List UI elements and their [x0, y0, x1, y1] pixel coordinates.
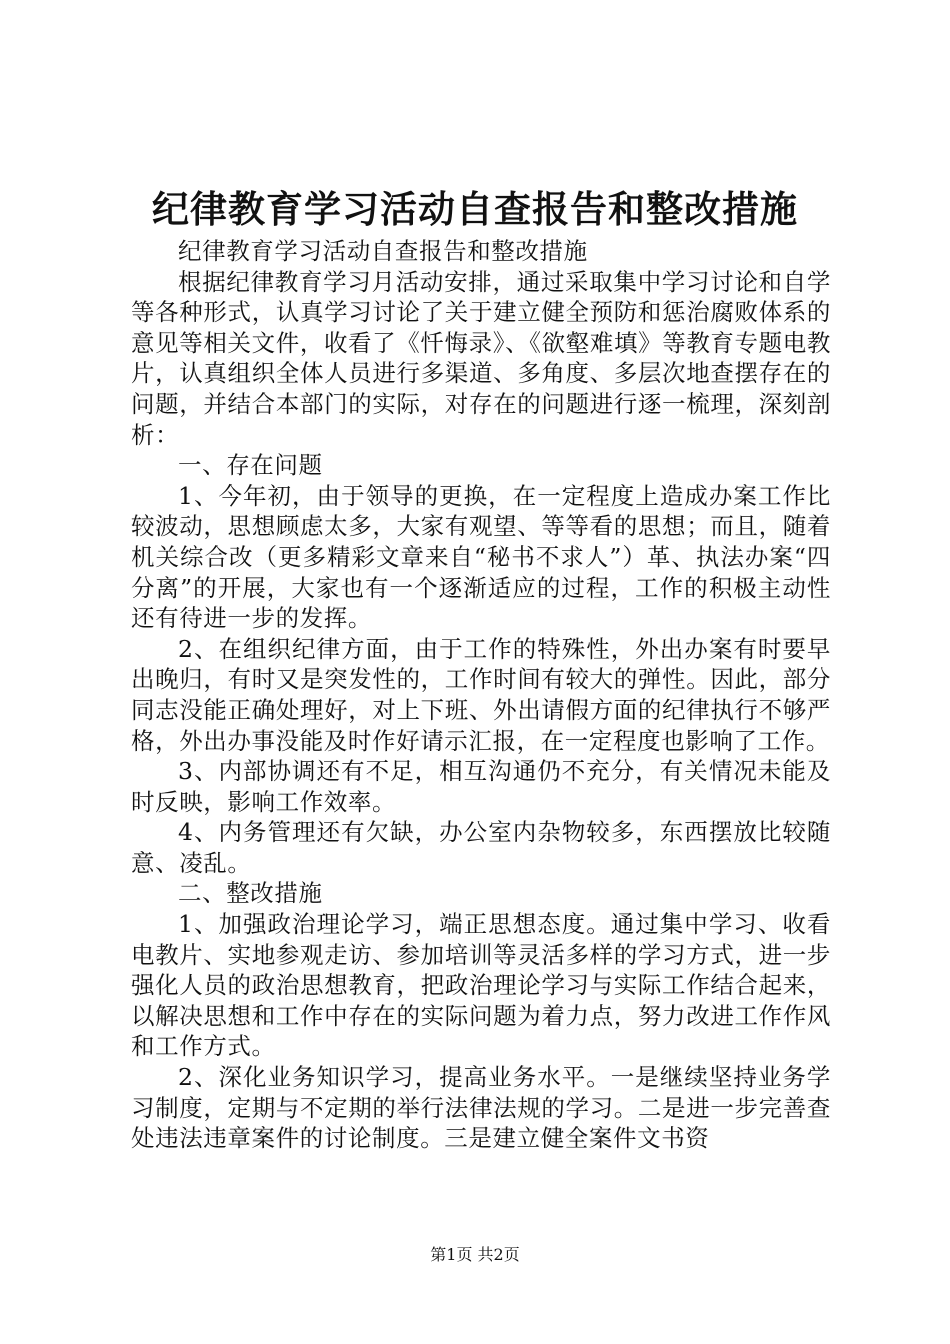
paragraph-issue-1: 1、今年初，由于领导的更换，在一定程度上造成办案工作比较波动，思想顾虑太多，大家有观望、等等看的思想；而且，随着机关综合改（更多精彩文章来自“秘书不求人”）革、执法办案“四分离”的开展，大家也有一个逐渐适应的过程，工作的积极主动性还有待进一步的发挥。 — [131, 481, 831, 633]
paragraph-measure-2: 2、深化业务知识学习，提高业务水平。一是继续坚持业务学习制度，定期与不定期的举行法律法规的学习。二是进一步完善查处违法违章案件的讨论制度。三是建立健全案件文书资 — [131, 1063, 831, 1153]
paragraph-issue-3: 3、内部协调还有不足，相互沟通仍不充分，有关情况未能及时反映，影响工作效率。 — [131, 757, 831, 816]
page-number-label: 第1页 共2页 — [430, 1245, 520, 1264]
document-title: 纪律教育学习活动自查报告和整改措施 — [152, 187, 798, 231]
paragraph-issue-4: 4、内务管理还有欠缺，办公室内杂物较多，东西摆放比较随意、凌乱。 — [131, 818, 831, 877]
page-footer — [0, 1244, 950, 1266]
paragraph-issue-2: 2、在组织纪律方面，由于工作的特殊性，外出办案有时要早出晚归，有时又是突发性的，工作时间有较大的弹性。因此，部分同志没能正确处理好，对上下班、外出请假方面的纪律执行不够严格，外出办事没能及时作好请示汇报，在一定程度也影响了工作。 — [131, 634, 831, 755]
section-heading-problems: 一、存在问题 — [178, 451, 323, 480]
section-heading-measures: 二、整改措施 — [178, 879, 323, 908]
document-body — [131, 236, 831, 1154]
paragraph-measure-1: 1、加强政治理论学习，端正思想态度。通过集中学习、收看电教片、实地参观走访、参加培训等灵活多样的学习方式，进一步强化人员的政治思想教育，把政治理论学习与实际工作结合起来，以解决思想和工作中存在的实际问题为着力点，努力改进工作作风和工作方式。 — [131, 910, 831, 1061]
paragraph-intro: 根据纪律教育学习月活动安排，通过采取集中学习讨论和自学等各种形式，认真学习讨论了关于建立健全预防和惩治腐败体系的意见等相关文件，收看了《忏悔录》、《欲壑难填》等教育专题电教片，认真组织全体人员进行多渠道、多角度、多层次地查摆存在的问题，并结合本部门的实际，对存在的问题进行逐一梳理，深刻剖析： — [131, 267, 831, 449]
document-subtitle: 纪律教育学习活动自查报告和整改措施 — [178, 237, 588, 265]
